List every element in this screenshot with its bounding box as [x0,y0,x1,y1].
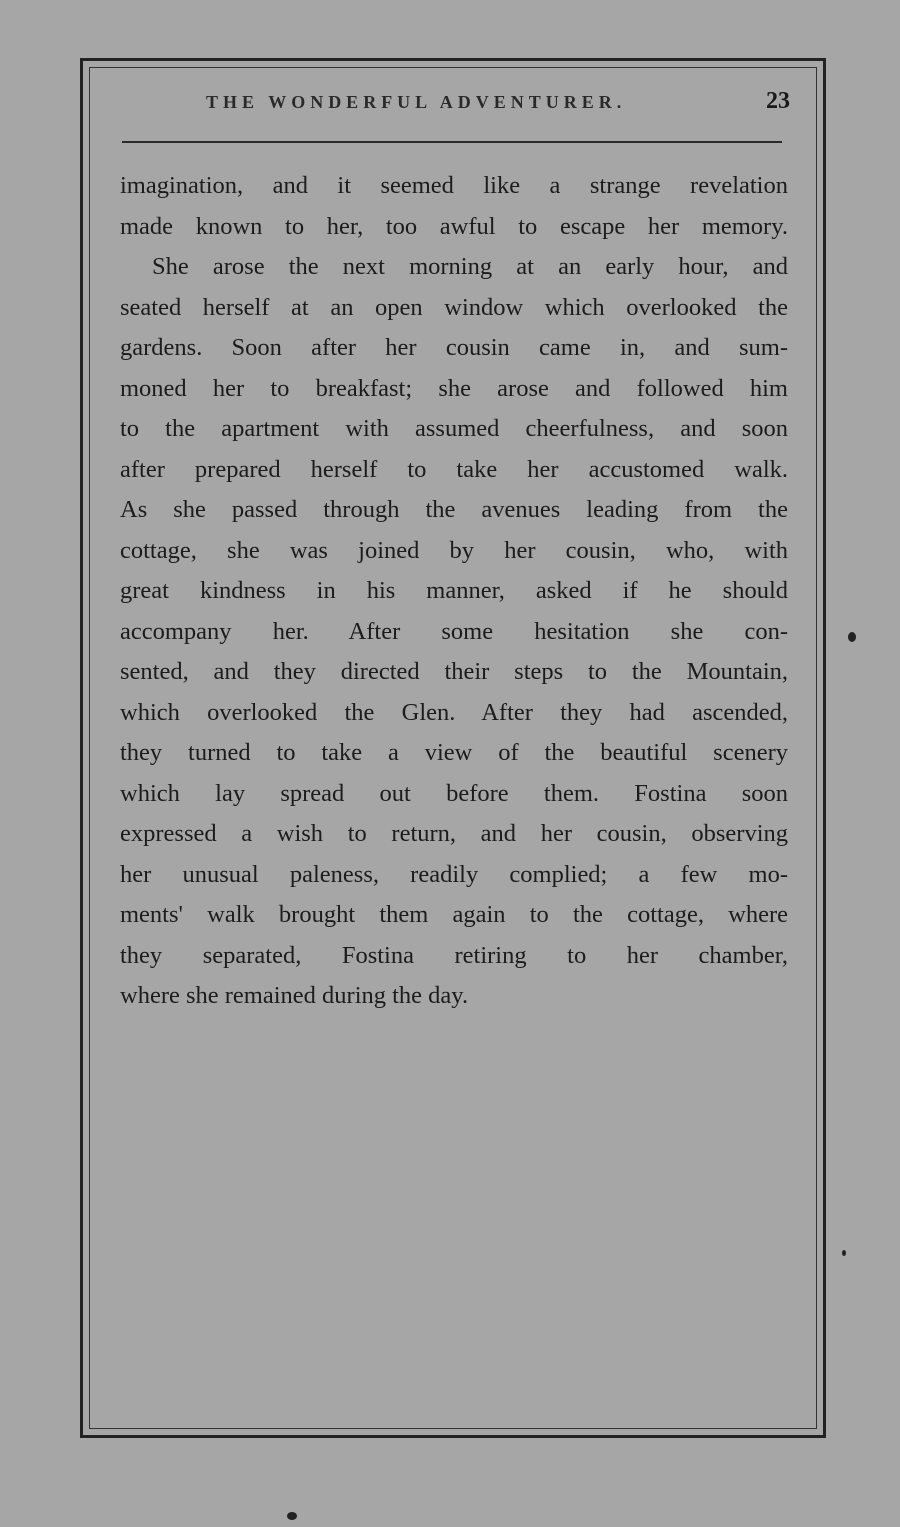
text-line: they separated, Fostina retiring to her chamber, [120,941,788,969]
text-line: cottage, she was joined by her cousin, who, with [120,536,788,564]
text-line: where she remained during the day. [120,982,469,1009]
text-line: As she passed through the avenues leading from the [120,496,788,523]
text-line: accompany her. After some hesitation she con- [120,617,788,645]
ink-speck [287,1512,297,1520]
text-line: her unusual paleness, readily complied; a few mo- [120,860,788,888]
text-line: which overlooked the Glen. After they had ascended, [120,698,788,726]
text-line: to the apartment with assumed cheerfulness, and soon [120,415,788,442]
text-line: moned her to breakfast; she arose and followed him [120,374,788,402]
text-line: after prepared herself to take her accustomed walk. [120,455,788,483]
body-text [120,166,788,1017]
text-line: expressed a wish to return, and her cousin, observing [120,820,788,847]
ink-speck [848,632,856,642]
text-line: She arose the next morning at an early hour, and [152,253,788,280]
text-line: sented, and they directed their steps to the Mountain, [120,658,788,685]
text-line: they turned to take a view of the beautiful scenery [120,739,788,766]
header-rule [122,141,782,143]
text-line: made known to her, too awful to escape her memory. [120,212,788,240]
text-line: great kindness in his manner, asked if he should [120,577,788,604]
page-number: 23 [766,88,790,114]
text-line: gardens. Soon after her cousin came in, and sum- [120,334,788,361]
page-header [120,86,790,122]
ink-speck [842,1250,846,1256]
text-line: imagination, and it seemed like a strange revelation [120,172,788,199]
text-line: which lay spread out before them. Fostina soon [120,779,788,807]
text-line: ments' walk brought them again to the cottage, where [120,901,788,928]
running-title: THE WONDERFUL ADVENTURER. [206,92,627,112]
text-line: seated herself at an open window which overlooked the [120,293,788,321]
